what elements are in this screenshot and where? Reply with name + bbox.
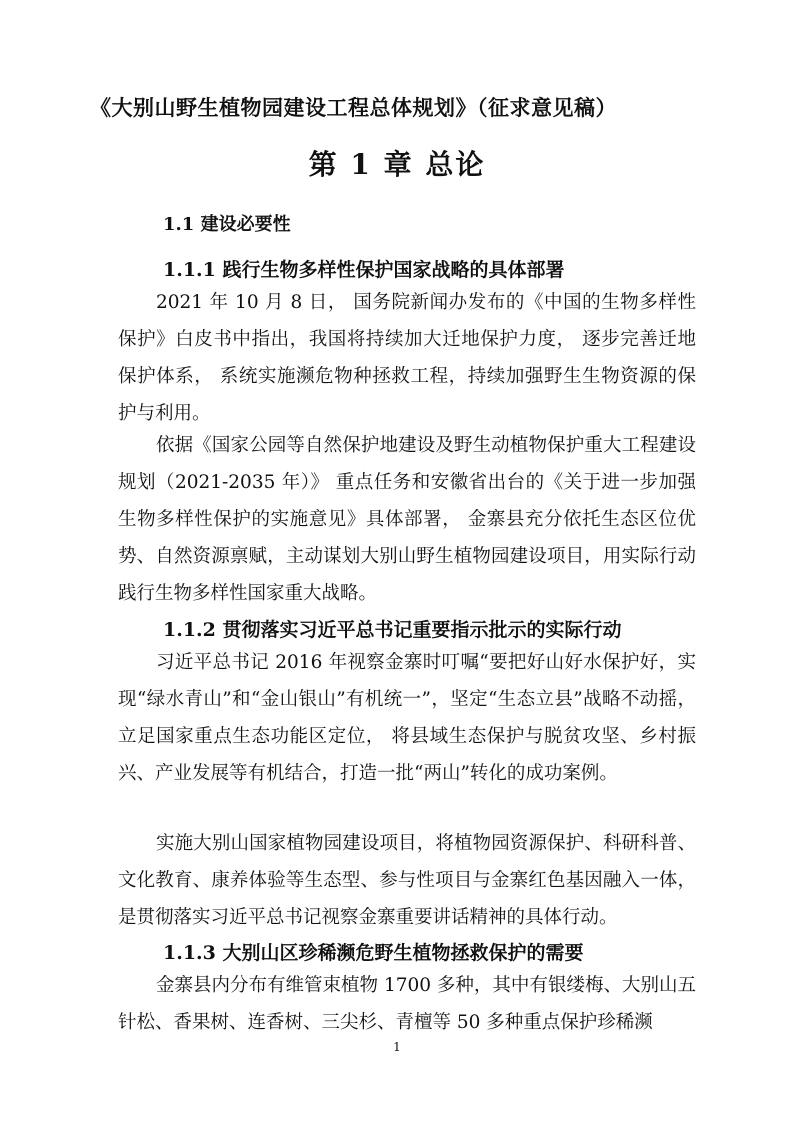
paragraph-5: 金寨县内分布有维管束植物 1700 多种，其中有银缕梅、大别山五针松、香果树、连香树、三尖杉、青檀等 50 多种重点保护珍稀濒 xyxy=(118,975,696,1033)
document-title: 《大别山野生植物园建设工程总体规划》（征求意见稿） xyxy=(90,95,617,120)
paragraph-1: 2021 年 10 月 8 日， 国务院新闻办发布的《中国的生物多样性保护》白皮书中指出，我国将持续加大迁地保护力度， 逐步完善迁地保护体系， 系统实施濒危物种拯救工程，持续加强野生生物资源的保护与利用。 xyxy=(118,292,696,424)
chapter-title: 第 1 章 总论 xyxy=(308,148,486,181)
paragraph-2: 依据《国家公园等自然保护地建设及野生动植物保护重大工程建设规划（2021-2035 年）》 重点任务和安徽省出台的《关于进一步加强生物多样性保护的实施意见》具体部署， 金寨县充分依托生态区位优势、自然资源禀赋，主动谋划大别山野生植物园建设项目，用实际行动践行生物多样性国家重大战略。 xyxy=(118,435,696,604)
subsection-heading-1-1-2: 1.1.2 贯彻落实习近平总书记重要指示批示的实际行动 xyxy=(163,619,622,641)
paragraph-4: 实施大别山国家植物园建设项目，将植物园资源保护、科研科普、文化教育、康养体验等生态型、参与性项目与金寨红色基因融入一体，是贯彻落实习近平总书记视察金寨重要讲话精神的具体行动。 xyxy=(118,833,696,928)
page-number: 1 xyxy=(393,1040,401,1054)
paragraph-3: 习近平总书记 2016 年视察金寨时叮嘱“要把好山好水保护好，实现“绿水青山”和“金山银山”有机统一”，坚定“生态立县”战略不动摇， 立足国家重点生态功能区定位， 将县域生态保护与脱贫攻坚、乡村振兴、产业发展等有机结合，打造一批“两山”转化的成功案例。 xyxy=(118,652,696,784)
subsection-heading-1-1-3: 1.1.3 大别山区珍稀濒危野生植物拯救保护的需要 xyxy=(163,942,584,964)
section-heading-1-1: 1.1 建设必要性 xyxy=(163,214,291,235)
subsection-heading-1-1-1: 1.1.1 践行生物多样性保护国家战略的具体部署 xyxy=(163,259,565,281)
